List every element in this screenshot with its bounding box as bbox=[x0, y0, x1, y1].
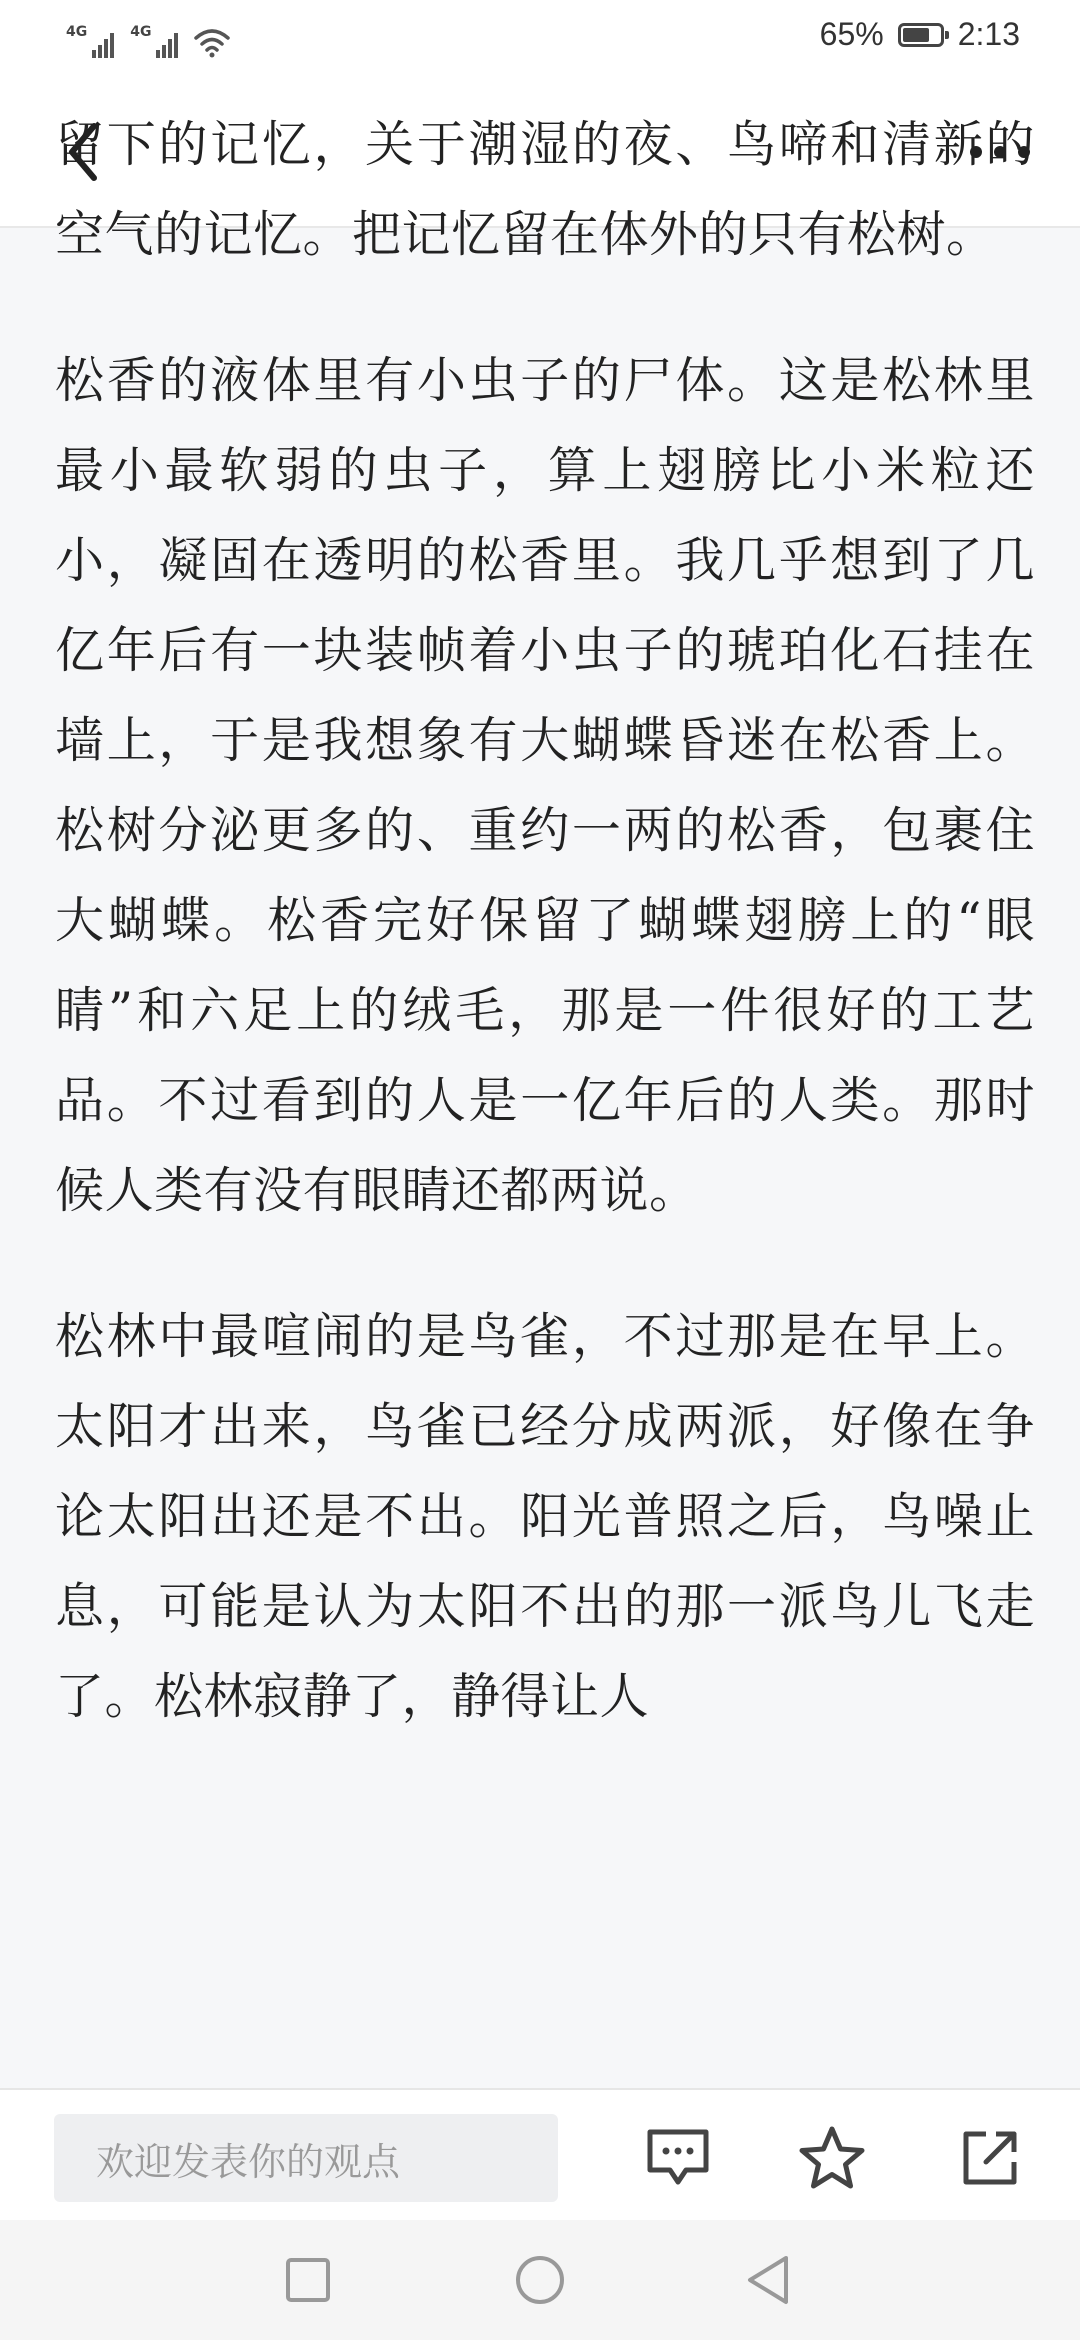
back-icon bbox=[744, 2254, 792, 2306]
home-icon bbox=[514, 2254, 566, 2306]
bottom-action-bar bbox=[0, 2088, 1080, 2222]
article-scroll-area[interactable] bbox=[0, 116, 1080, 2088]
comment-icon bbox=[646, 2128, 710, 2188]
signal-icon bbox=[156, 32, 180, 58]
comment-placeholder: 欢迎发表你的观点 bbox=[96, 2139, 401, 2184]
share-button[interactable] bbox=[950, 2118, 1030, 2198]
article-paragraph: 松林中最喧闹的是鸟雀，不过那是在早上。太阳才出来，鸟雀已经分成两派，好像在争论太阳出还是不出。阳光普照之后，鸟噪止息，可能是认为太阳不出的那一派鸟儿飞走了。松林寂静了，静得让人 bbox=[55, 1308, 1035, 1725]
recent-apps-button[interactable] bbox=[272, 2244, 344, 2316]
article-paragraph: 留下的记忆，关于潮湿的夜、鸟啼和清新的空气的记忆。把记忆留在体外的只有松树。 bbox=[55, 116, 1035, 263]
signal-strength-1 bbox=[66, 24, 116, 58]
battery-level bbox=[903, 28, 929, 42]
status-right bbox=[820, 16, 1020, 53]
recent-apps-icon bbox=[284, 2256, 332, 2304]
signal-icon bbox=[92, 32, 116, 58]
share-icon bbox=[960, 2128, 1020, 2188]
home-button[interactable] bbox=[504, 2244, 576, 2316]
system-nav-bar bbox=[0, 2220, 1080, 2340]
battery-percent: 65% bbox=[819, 16, 884, 52]
clock: 2:13 bbox=[957, 16, 1020, 52]
favorite-button[interactable] bbox=[792, 2118, 872, 2198]
star-icon bbox=[798, 2125, 866, 2191]
system-back-button[interactable] bbox=[732, 2244, 804, 2316]
comment-button[interactable] bbox=[638, 2118, 718, 2198]
article-body bbox=[55, 100, 1035, 1798]
wifi-icon bbox=[194, 28, 230, 58]
status-bar bbox=[0, 0, 1080, 76]
network-type-label: 4G bbox=[130, 24, 152, 40]
status-left bbox=[66, 18, 230, 58]
article-paragraph: 松香的液体里有小虫子的尸体。这是松林里最小最软弱的虫子，算上翅膀比小米粒还小，凝固在透明的松香里。我几乎想到了几亿年后有一块装帧着小虫子的琥珀化石挂在墙上，于是我想象有大蝴蝶昏迷在松香上。松树分泌更多的、重约一两的松香，包裹住大蝴蝶。松香完好保留了蝴蝶翅膀上的“眼睛”和六足上的绒毛，那是一件很好的工艺品。不过看到的人是一亿年后的人类。那时候人类有没有眼睛还都两说。 bbox=[55, 352, 1035, 1219]
battery-icon bbox=[898, 23, 944, 47]
network-type-label: 4G bbox=[66, 24, 88, 40]
comment-input[interactable] bbox=[54, 2114, 558, 2202]
signal-strength-2 bbox=[130, 24, 180, 58]
